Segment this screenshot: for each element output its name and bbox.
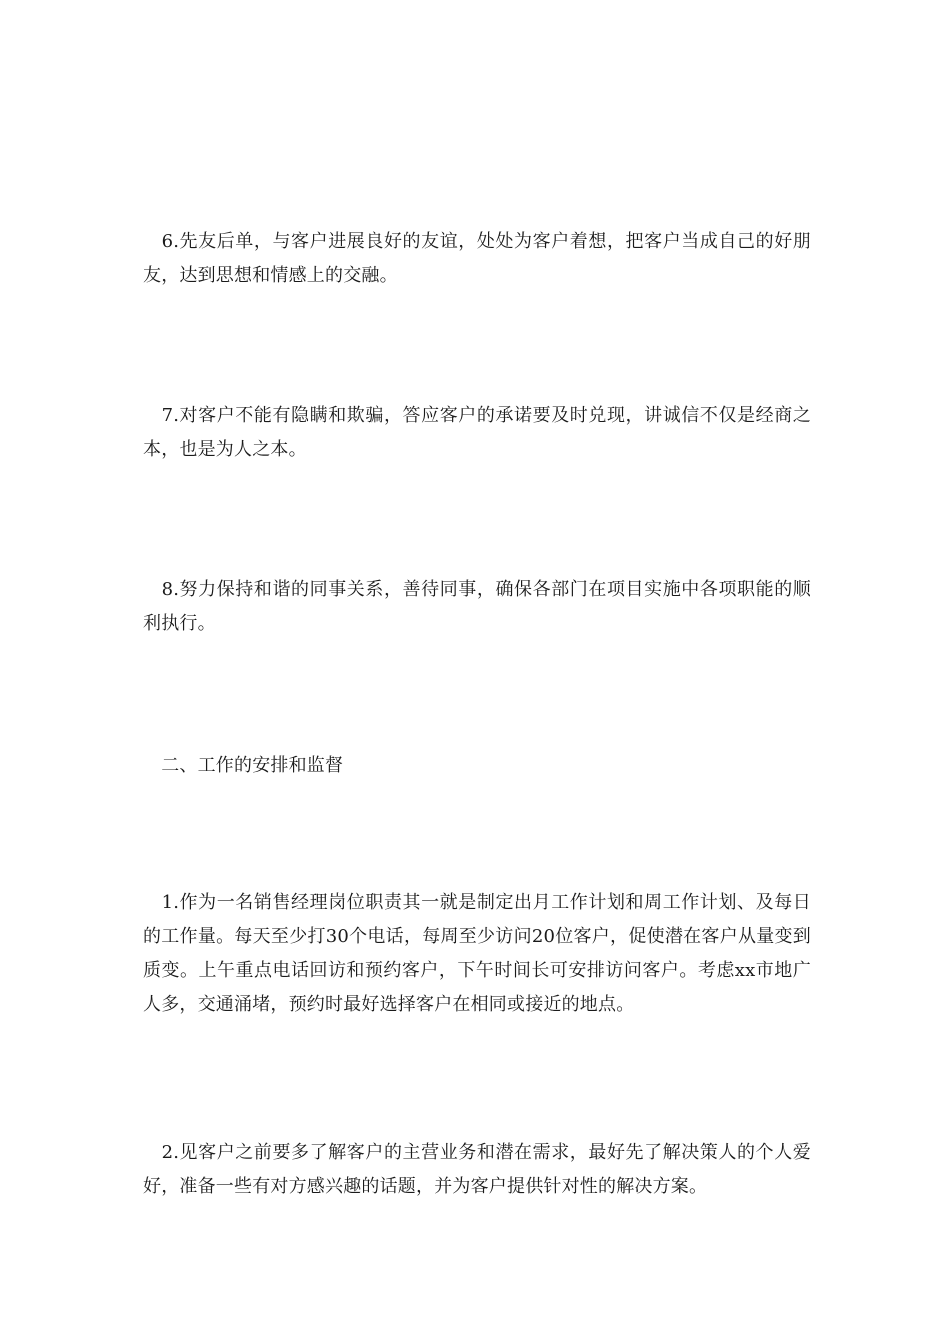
paragraph-item-1: 1.作为一名销售经理岗位职责其一就是制定出月工作计划和周工作计划、及每日的工作量。每天至少打30个电话，每周至少访问20位客户，促使潜在客户从量变到质变。上午重点电话回访和预约客户，下午时间长可安排访问客户。考虑xx市地广人多，交通涌堵，预约时最好选择客户在相同或接近的地点。 [143, 892, 811, 1015]
section-heading: 二、工作的安排和监督 [143, 755, 344, 776]
paragraph-item-2: 2.见客户之前要多了解客户的主营业务和潜在需求，最好先了解决策人的个人爱好，准备一些有对方感兴趣的话题，并为客户提供针对性的解决方案。 [143, 1142, 811, 1197]
paragraph-item-7: 7.对客户不能有隐瞒和欺骗，答应客户的承诺要及时兑现，讲诚信不仅是经商之本，也是为人之本。 [143, 405, 811, 460]
paragraph-item-8: 8.努力保持和谐的同事关系，善待同事，确保各部门在项目实施中各项职能的顺利执行。 [143, 579, 811, 634]
paragraph-item-6: 6.先友后单，与客户进展良好的友谊，处处为客户着想，把客户当成自己的好朋友，达到思想和情感上的交融。 [143, 231, 811, 286]
